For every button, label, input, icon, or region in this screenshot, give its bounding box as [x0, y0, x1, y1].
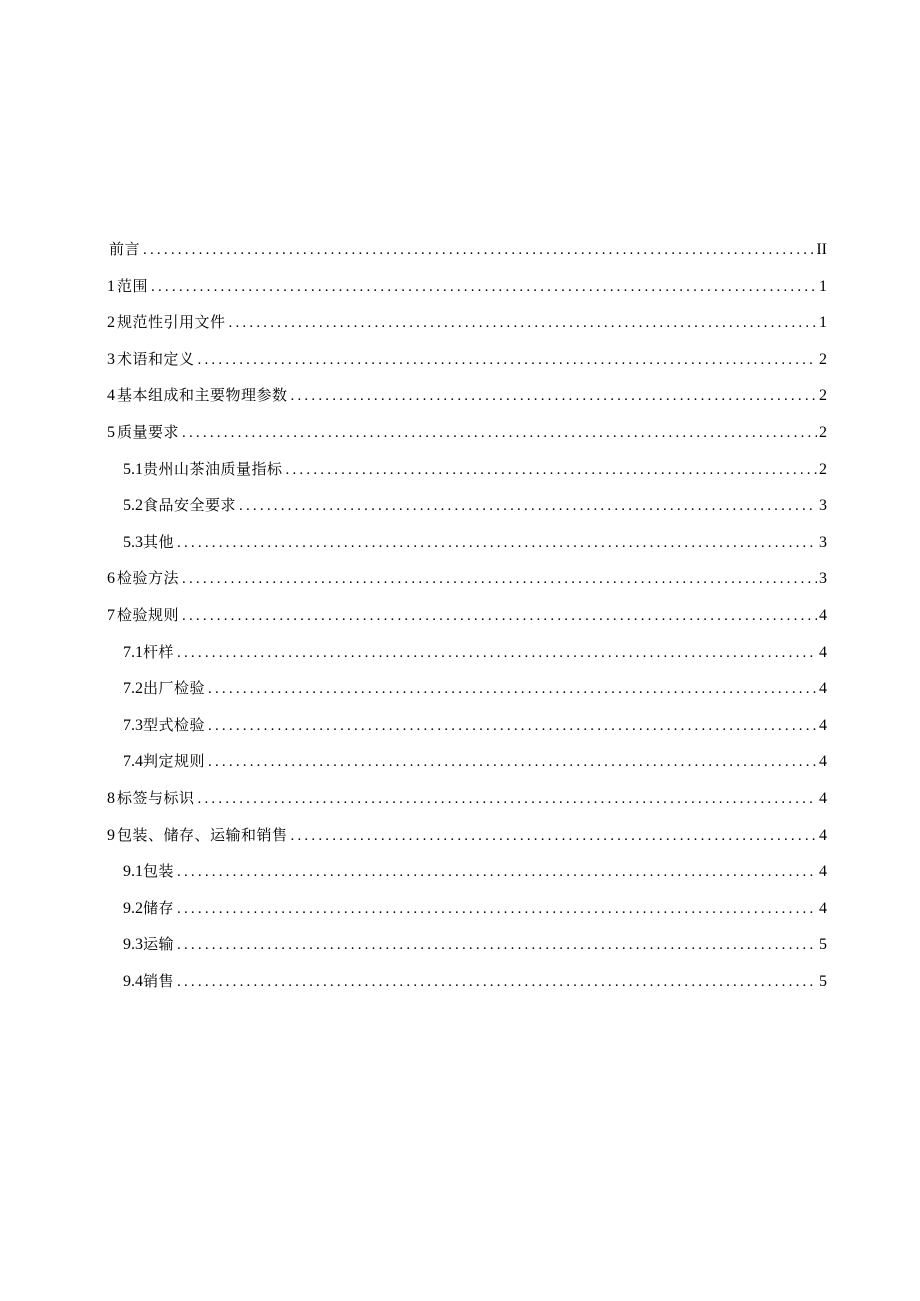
toc-entry-number: 5	[107, 423, 115, 441]
toc-entry-9[interactable]	[107, 817, 827, 854]
toc-entry-page: 1	[819, 277, 827, 295]
toc-entry-title: 前言	[109, 240, 141, 258]
toc-entry-title: 术语和定义	[117, 349, 195, 368]
toc-entry-page: 4	[819, 789, 827, 807]
toc-entry-9-1[interactable]	[107, 853, 827, 890]
toc-entry-title: 销售	[143, 971, 175, 990]
toc-entry-page: 4	[819, 643, 827, 661]
toc-entry-title: 型式检验	[143, 715, 206, 734]
toc-dot-leader	[182, 561, 817, 598]
toc-entry-number: 4	[107, 387, 115, 405]
toc-dot-leader	[177, 635, 817, 672]
toc-entry-number: 7	[107, 606, 115, 624]
toc-dot-leader	[291, 818, 817, 855]
toc-entry-page: 4	[819, 753, 827, 771]
toc-entry-number: 7.4	[123, 753, 143, 771]
toc-dot-leader	[177, 964, 817, 1001]
toc-dot-leader	[229, 305, 817, 342]
toc-entry-title: 运输	[143, 935, 175, 954]
toc-entry-9-2[interactable]	[107, 890, 827, 927]
toc-entry-page: 3	[819, 497, 827, 515]
toc-entry-number: 9.2	[123, 899, 143, 917]
toc-dot-leader	[143, 232, 814, 269]
toc-entry-number: 7.3	[123, 716, 143, 734]
toc-entry-number: 1	[107, 277, 115, 295]
toc-entry-number: 6	[107, 570, 115, 588]
toc-entry-title: 贵州山茶油质量指标	[143, 459, 283, 478]
toc-dot-leader	[177, 854, 817, 891]
toc-entry-page: 1	[819, 314, 827, 332]
toc-entry-1[interactable]	[107, 268, 827, 305]
toc-entry-page: 3	[819, 570, 827, 588]
toc-entry-page: 4	[819, 863, 827, 881]
toc-entry-page: 5	[819, 936, 827, 954]
toc-dot-leader	[177, 525, 817, 562]
toc-entry-page: 4	[819, 680, 827, 698]
toc-entry-2[interactable]	[107, 304, 827, 341]
toc-entry-number: 9	[107, 826, 115, 844]
toc-entry-number: 9.4	[123, 972, 143, 990]
toc-entry-title: 其他	[143, 532, 175, 551]
table-of-contents	[107, 231, 827, 999]
toc-dot-leader	[182, 415, 817, 452]
toc-entry-title: 范围	[117, 276, 149, 295]
toc-dot-leader	[286, 452, 817, 489]
toc-entry-title: 判定规则	[143, 752, 206, 771]
toc-entry-page: 2	[819, 350, 827, 368]
toc-entry-page: 2	[819, 387, 827, 405]
toc-entry-7-4[interactable]	[107, 743, 827, 780]
toc-entry-page: 5	[819, 972, 827, 990]
toc-entry-title: 包装、储存、运输和销售	[117, 825, 288, 844]
toc-entry-7[interactable]	[107, 597, 827, 634]
toc-entry-6[interactable]	[107, 560, 827, 597]
toc-entry-9-4[interactable]	[107, 963, 827, 1000]
toc-entry-title: 食品安全要求	[143, 496, 237, 515]
toc-entry-number: 5.3	[123, 533, 143, 551]
toc-entry-3[interactable]	[107, 341, 827, 378]
toc-entry-page: 2	[819, 423, 827, 441]
toc-dot-leader	[198, 781, 817, 818]
toc-entry-page: 4	[819, 716, 827, 734]
toc-entry-7-2[interactable]	[107, 670, 827, 707]
toc-entry-title: 出厂检验	[143, 679, 206, 698]
toc-entry-page: 2	[819, 460, 827, 478]
toc-entry-number: 2	[107, 314, 115, 332]
toc-entry-7-3[interactable]	[107, 707, 827, 744]
toc-dot-leader	[151, 269, 817, 306]
toc-entry-title: 规范性引用文件	[117, 313, 226, 332]
toc-entry-title: 基本组成和主要物理参数	[117, 386, 288, 405]
toc-entry-5-2[interactable]	[107, 487, 827, 524]
toc-entry-number: 5.2	[123, 497, 143, 515]
toc-entry-title: 包装	[143, 862, 175, 881]
toc-dot-leader	[177, 891, 817, 928]
toc-entry-page: II	[816, 241, 827, 258]
toc-entry-number: 5.1	[123, 460, 143, 478]
toc-entry-5[interactable]	[107, 414, 827, 451]
toc-entry-title: 检验方法	[117, 569, 180, 588]
toc-entry-foreword[interactable]	[107, 231, 827, 268]
toc-entry-number: 3	[107, 350, 115, 368]
toc-entry-title: 储存	[143, 898, 175, 917]
toc-entry-title: 标签与标识	[117, 788, 195, 807]
toc-dot-leader	[208, 671, 817, 708]
toc-entry-number: 7.2	[123, 680, 143, 698]
toc-dot-leader	[208, 708, 817, 745]
toc-entry-number: 7.1	[123, 643, 143, 661]
toc-entry-5-1[interactable]	[107, 451, 827, 488]
toc-dot-leader	[198, 342, 817, 379]
toc-entry-page: 4	[819, 606, 827, 624]
toc-dot-leader	[291, 378, 817, 415]
toc-entry-title: 质量要求	[117, 422, 180, 441]
toc-entry-number: 8	[107, 789, 115, 807]
toc-dot-leader	[208, 744, 817, 781]
toc-entry-page: 4	[819, 826, 827, 844]
toc-entry-7-1[interactable]	[107, 634, 827, 671]
toc-entry-9-3[interactable]	[107, 926, 827, 963]
toc-entry-title: 杆样	[143, 642, 175, 661]
toc-entry-number: 9.3	[123, 936, 143, 954]
toc-dot-leader	[177, 927, 817, 964]
toc-entry-number: 9.1	[123, 863, 143, 881]
toc-entry-page: 4	[819, 899, 827, 917]
toc-entry-page: 3	[819, 533, 827, 551]
toc-dot-leader	[239, 488, 817, 525]
toc-dot-leader	[182, 598, 817, 635]
toc-entry-8[interactable]	[107, 780, 827, 817]
toc-entry-5-3[interactable]	[107, 524, 827, 561]
toc-entry-title: 检验规则	[117, 605, 180, 624]
toc-entry-4[interactable]	[107, 377, 827, 414]
